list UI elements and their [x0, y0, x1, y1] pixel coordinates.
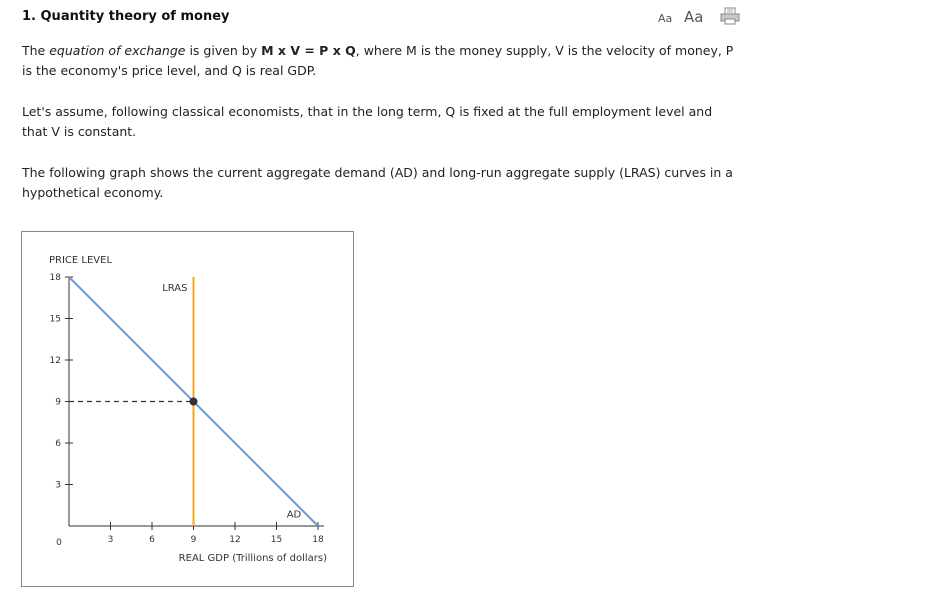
lras-curve-label: LRAS — [162, 282, 188, 294]
graph-description-paragraph: The following graph shows the current aggregate demand (AD) and long-run aggregate supply (LRAS) curves in a hypothetical economy. — [22, 165, 733, 200]
increase-font-button[interactable]: Aa — [684, 8, 704, 26]
x-tick-label: 9 — [190, 535, 197, 545]
print-icon[interactable] — [720, 7, 740, 25]
p1-text-3: , where M is the money supply, V is the velocity of money, P is the economy's price level, and Q is real GDP. — [22, 43, 734, 78]
origin-label: 0 — [56, 538, 62, 548]
header — [22, 9, 742, 29]
decrease-font-button[interactable]: Aa — [658, 12, 673, 25]
x-tick-label: 12 — [229, 535, 241, 545]
equation-of-exchange-term: equation of exchange — [49, 43, 186, 58]
x-tick-label: 6 — [149, 535, 155, 545]
y-tick-label: 3 — [55, 480, 61, 491]
ad-lras-chart — [22, 232, 353, 586]
p1-text-2: is given by — [185, 43, 262, 58]
equilibrium-point — [190, 398, 198, 406]
y-tick-label: 6 — [55, 439, 61, 449]
x-axis-label: REAL GDP (Trillions of dollars) — [178, 553, 327, 564]
x-tick-label: 15 — [270, 535, 283, 545]
p1-text-1: The — [22, 43, 50, 58]
y-axis-label: PRICE LEVEL — [49, 255, 113, 266]
x-tick-label: 3 — [107, 535, 114, 545]
equation-formula: M x V = P x Q — [261, 43, 356, 58]
y-tick-label: 18 — [49, 273, 61, 283]
ad-curve-label: AD — [286, 509, 302, 521]
x-tick-label: 18 — [312, 535, 324, 545]
y-tick-label: 9 — [55, 397, 61, 408]
intro-paragraph — [22, 41, 734, 81]
y-tick-label: 15 — [49, 314, 61, 325]
y-tick-label: 12 — [49, 356, 61, 366]
graph-panel — [21, 231, 354, 587]
assumption-paragraph: Let's assume, following classical economists, that in the long term, Q is fixed at the full employment level and that V is constant. — [22, 104, 713, 139]
question-title: 1. Quantity theory of money — [22, 9, 230, 24]
